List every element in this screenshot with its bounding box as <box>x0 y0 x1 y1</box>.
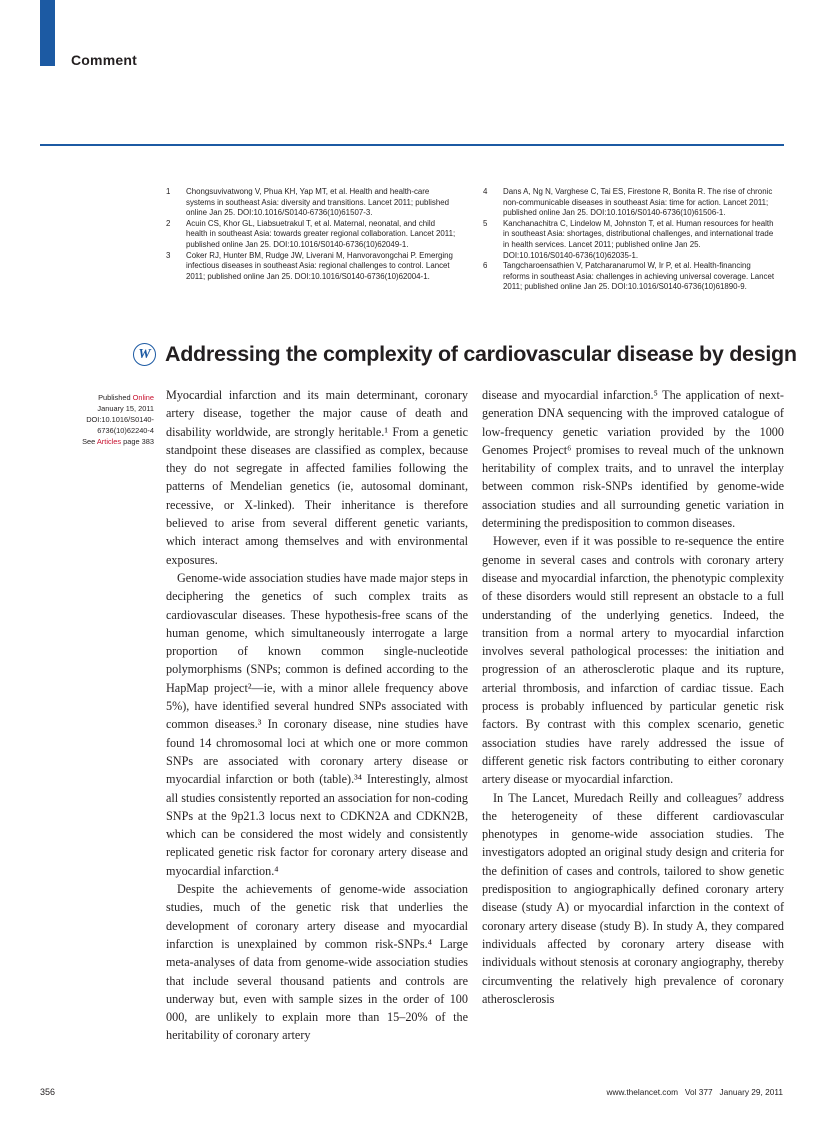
reference-item <box>166 251 458 283</box>
references-left <box>166 187 458 282</box>
reference-text: Acuin CS, Khor GL, Liabsuetrakul T, et al. Maternal, neonatal, and child health in southeast Asia: towards greater regional collaboration. Lancet 2011; published online Jan 25. DOI:10.1016/S0140-6736(10)62049-1. <box>186 218 456 249</box>
reference-text: Coker RJ, Hunter BM, Rudge JW, Liverani M, Hanvoravongchai P. Emerging infectious diseases in southeast Asia: regional challenges to control. Lancet 2011; published online Jan 25. DOI:10.1016/S0140-6736(10)62004-1. <box>186 250 453 281</box>
reference-number: 3 <box>166 250 171 260</box>
body-paragraph: Genome-wide association studies have made major steps in deciphering the genetics of such complex traits as cardiovascular diseases. These hypothesis-free scans of the human genome, which simultaneously interrogate a large proportion of known common single-nucleotide polymorphisms (SNPs; common is defined according to the HapMap project²—ie, with a minor allele frequency above 5%), have identified several hundred SNPs associated with common diseases.³ In coronary disease, nine studies have found 14 chromosomal loci at which one or more common SNPs are associated with coronary artery disease or myocardial infarction or both (table).³⁴ Interestingly, almost all studies consistently reported an association for non-coding SNPs at the 9p21.3 locus next to CDKN2A and CDKN2B, which can be considered the most widely and consistently replicated genetic risk factor for coronary artery disease and myocardial infarction.⁴ <box>166 570 468 878</box>
reference-item <box>483 219 775 261</box>
body-column-left <box>166 386 468 1045</box>
body-paragraph: In The Lancet, Muredach Reilly and colleagues⁷ address the heterogeneity of these different cardiovascular phenotypes in genome-wide association studies. The investigators adopted an original study design and criteria for the definition of cases and controls, tailored to show genetic predisposition to angiographically defined coronary artery disease (study A) or myocardial infarction in the context of coronary artery disease (study B). In study A, they compared individuals affected by coronary artery disease with individuals without stenosis at coronary angiography, thereby circumventing the relatively high prevalence of coronary atherosclerosis <box>482 790 784 1006</box>
reference-number: 6 <box>483 261 488 271</box>
see-also-line: See Articles page 383 <box>82 437 154 446</box>
margin-notes <box>60 392 154 447</box>
reference-item <box>166 219 458 251</box>
reference-number: 1 <box>166 187 171 196</box>
reference-text: Dans A, Ng N, Varghese C, Tai ES, Firestone R, Bonita R. The rise of chronic non-communicable diseases in southeast Asia: time for action. Lancet 2011; published online Jan 25. DOI:10.1016/S0140-6736(10)61506-1. <box>503 187 773 218</box>
footer-journal-info: www.thelancet.com Vol 377 January 29, 2011 <box>606 1087 783 1097</box>
section-label: Comment <box>71 52 137 68</box>
reference-text: Tangcharoensathien V, Patcharanarumol W, Ir P, et al. Health-financing reforms in southeast Asia: challenges in achieving universal coverage. Lancet 2011; published online Jan 25. DOI:10.1016/S0140-6736(10)61890-9. <box>503 261 775 292</box>
published-line: Published Online <box>98 393 154 402</box>
article-header <box>133 342 803 367</box>
reference-text: Kanchanachitra C, Lindelow M, Johnston T, et al. Human resources for health in southeast Asia: shortages, distributional challenges, and international trade in health services. Lancet 2011; published online Jan 25. DOI:10.1016/S0140-6736(10)62035-1. <box>503 218 774 260</box>
articles-link[interactable]: Articles <box>96 437 122 446</box>
reference-item <box>483 261 775 293</box>
body-paragraph: disease and myocardial infarction.⁵ The application of next-generation DNA sequencing with the improved catalogue of low-frequency genetic variation provided by the 1000 Genomes Project⁶ promises to reveal much of the unknown heritability of complex traits, and to unravel the interplay between common risk-SNPs identified by genome-wide association studies and all surrounding genetic variation in determining the predisposition to common diseases. <box>482 388 784 531</box>
published-date: January 15, 2011 <box>97 404 154 413</box>
references-right <box>483 187 775 293</box>
reference-number: 5 <box>483 218 488 228</box>
body-paragraph: However, even if it was possible to re-sequence the entire genome in several cases and controls with coronary artery disease and myocardial infarction, the phenotypic complexity of these disorders would still represent an obstacle to a full understanding of the underlying genetics. Indeed, the transition from a normal artery to myocardial infarction involves several pathological processes: the initiation and progression of an atherosclerotic plaque and its rupture, arterial thrombosis, and infarction of cardiac tissue. Each process is probably influenced by particular genetic risk factors. By contrast with this complex scenario, genetic association studies have rarely addressed the issue of different genetic risk factors contributing to either coronary artery disease or myocardial infarction. <box>482 534 784 787</box>
reference-item <box>166 187 458 219</box>
body-paragraph: Myocardial infarction and its main determinant, coronary artery disease, together the major cause of death and disability worldwide, are strongly heritable.¹ From a genetic standpoint these diseases are classified as complex, because they do not segregate in affected families following the patterns of Mendelian genetics (ie, autosomal dominant, recessive, or X-linked). Their inheritance is therefore believed to arise from several different genetic variants, which interact among themselves and with environmental exposures. <box>166 388 468 567</box>
section-tab-bar <box>40 0 55 66</box>
doi-line-1: DOI:10.1016/S0140- <box>86 415 154 424</box>
page-number: 356 <box>40 1087 56 1097</box>
reference-number: 2 <box>166 218 171 228</box>
body-column-right <box>482 386 784 1008</box>
reference-number: 4 <box>483 187 488 196</box>
reference-item <box>483 187 775 219</box>
body-paragraph: Despite the achievements of genome-wide association studies, much of the genetic risk that underlies the development of coronary artery disease and myocardial infarction is unexplained by common risk-SNPs.⁴ Large meta-analyses of data from genome-wide association studies that include several thousand patients and controls are underway but, even with sample sizes in the order of 100 000, are unlikely to explain more than 15–20% of the heritability of coronary artery <box>166 882 468 1043</box>
article-title: Addressing the complexity of cardiovascular disease by design <box>165 342 797 366</box>
w-online-icon: W <box>133 343 156 366</box>
doi-line-2: 6736(10)62240-4 <box>97 426 154 435</box>
reference-text: Chongsuvivatwong V, Phua KH, Yap MT, et al. Health and health-care systems in southeast Asia: diversity and transitions. Lancet 2011; published online Jan 25. DOI:10.1016/S0140-6736(10)61507-3. <box>186 187 450 218</box>
header-rule <box>40 144 784 146</box>
online-link[interactable]: Online <box>132 393 154 402</box>
